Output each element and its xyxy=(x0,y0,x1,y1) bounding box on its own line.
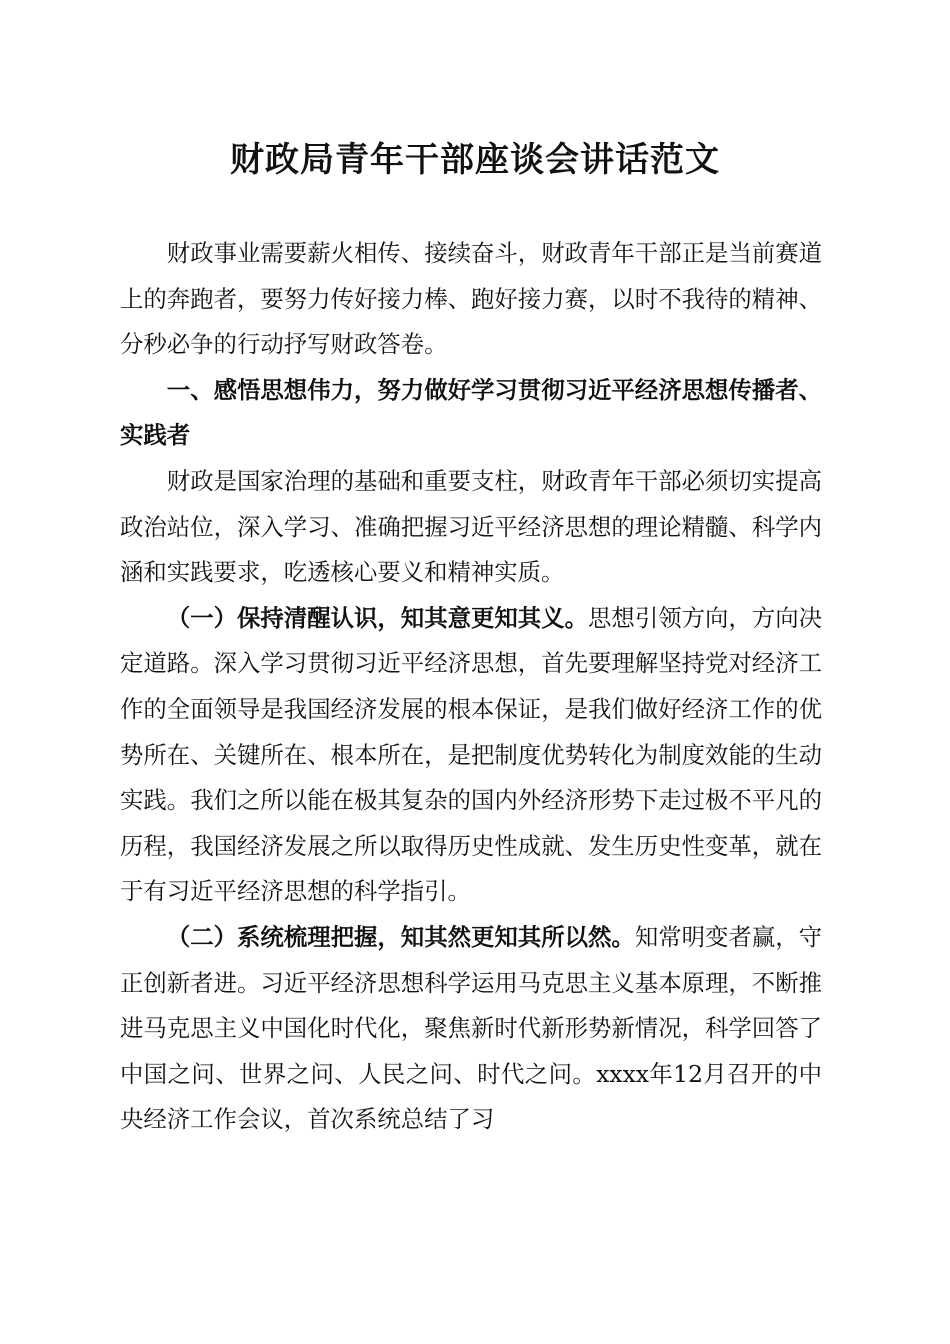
section-1-paragraph: 财政是国家治理的基础和重要支柱，财政青年干部必须切实提高政治站位，深入学习、准确把握习近平经济思想的理论精髓、科学内涵和实践要求，吃透核心要义和精神实质。 xyxy=(120,466,822,587)
subsection-2-lead: （二）系统梳理把握，知其然更知其所以然。 xyxy=(166,922,635,951)
intro-paragraph: 财政事业需要薪火相传、接续奋斗，财政青年干部正是当前赛道上的奔跑者，要努力传好接力棒、跑好接力赛，以时不我待的精神、分秒必争的行动抒写财政答卷。 xyxy=(120,239,822,359)
section-heading-1: 一、感悟思想伟力，努力做好学习贯彻习近平经济思想传播者、实践者 xyxy=(120,375,822,450)
document-title: 财政局青年干部座谈会讲话范文 xyxy=(230,140,720,180)
subsection-1-paragraph xyxy=(120,596,822,915)
subsection-1-lead: （一）保持清醒认识，知其意更知其义。 xyxy=(166,603,589,632)
subsection-1-text: 思想引领方向，方向决定道路。深入学习贯彻习近平经济思想，首先要理解坚持党对经济工作的全面领导是我国经济发展的根本保证，是我们做好经济工作的优势所在、关键所在、根本所在，是把制度优势转化为制度效能的生动实践。我们之所以能在极其复杂的国内外经济形势下走过极不平凡的历程，我国经济发展之所以取得历史性成就、发生历史性变革，就在于有习近平经济思想的科学指引。 xyxy=(120,603,823,906)
subsection-2-paragraph xyxy=(120,915,822,1143)
document-body xyxy=(120,231,822,1143)
subsection-2-text: 知常明变者赢，守正创新者进。习近平经济思想科学运用马克思主义基本原理，不断推进马克思主义中国化时代化，聚焦新时代新形势新情况，科学回答了中国之问、世界之问、人民之问、时代之问。xxxx年12月召开的中央经济工作会议，首次系统总结了习 xyxy=(120,922,823,1134)
